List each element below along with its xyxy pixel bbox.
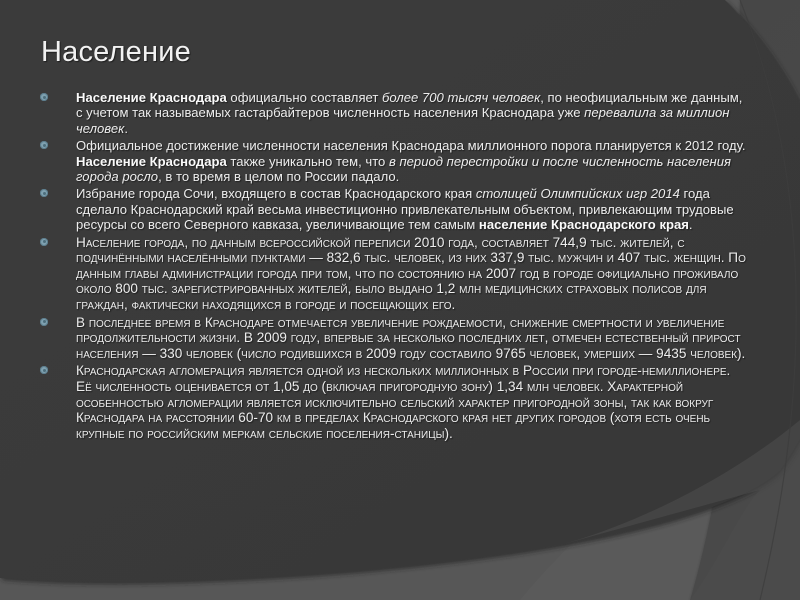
text: также уникально тем, что bbox=[226, 153, 389, 169]
text: , по неофициальным же данным, с учетом так называемых гастарбайтеров численность населения Краснодара уже bbox=[76, 90, 743, 121]
bullet-text bbox=[76, 315, 745, 361]
italic-text: столицей Олимпийских игр 2014 bbox=[475, 186, 680, 202]
text: года сделало Краснодарский край весьма инвестиционно привлекательным объектом, привлекающим трудовые ресурсы со всего Северного кавказа, увеличивающие тем самым bbox=[76, 186, 734, 233]
bullet-icon bbox=[40, 318, 48, 326]
bullet-item bbox=[36, 138, 748, 184]
bullet-icon bbox=[40, 366, 48, 374]
bullet-list bbox=[36, 90, 748, 443]
bullet-text bbox=[76, 186, 734, 232]
text: Население города, по данным всероссийской переписи 2010 года, составляет 744,9 тыс. жителей, с подчинёнными населёнными пунктами — 832,6 тыс. человек, из них 337,9 тыс. мужчин и 407 тыс. женщин. По данным главы администрации города при том, что по состоянию на 2007 год в городе официально проживало около 800 тыс. зарегистрированных жителей, было выдано 1,2 млн медицинских страховых полисов для граждан, фактически находящихся в городе и посещающих его. bbox=[76, 234, 746, 313]
text: Официальное достижение численности населения Краснодара миллионного порога планируется к 2012 году. bbox=[76, 138, 746, 154]
italic-text: в период перестройки и после численность населения города росло bbox=[76, 153, 732, 185]
text: официально составляет bbox=[226, 90, 383, 105]
bullet-icon bbox=[40, 141, 48, 149]
bullet-item bbox=[36, 363, 748, 441]
text: В последнее время в Краснодаре отмечается увеличение рождаемости, снижение смертности и увеличение продолжительности жизни. В 2009 году, впервые за несколько последних лет, отмечен естественный прирост населения — 330 человек (число родившихся в 2009 году составило 9765 человек, умерших — 9435 человек). bbox=[76, 314, 746, 361]
bullet-item bbox=[36, 90, 748, 136]
italic-text: перевалила за миллион человек bbox=[76, 105, 730, 136]
text: . bbox=[688, 217, 693, 233]
bold-text: Население Краснодара bbox=[76, 153, 227, 169]
bullet-icon bbox=[40, 189, 48, 197]
bullet-item bbox=[36, 186, 748, 232]
italic-text: более 700 тысяч человек bbox=[382, 90, 541, 105]
bullet-text bbox=[76, 363, 730, 440]
bullet-text bbox=[76, 90, 742, 136]
text: Избрание города Сочи, входящего в состав Краснодарского края bbox=[76, 186, 476, 202]
bullet-item bbox=[36, 315, 748, 362]
bold-text: Население Краснодара bbox=[76, 90, 227, 105]
bullet-icon bbox=[40, 93, 48, 101]
bullet-icon bbox=[40, 238, 48, 246]
bullet-text bbox=[76, 138, 745, 184]
slide-title: Население bbox=[41, 36, 191, 68]
bold-text: население Краснодарского края bbox=[478, 217, 689, 233]
bullet-item bbox=[36, 235, 748, 313]
text: . bbox=[124, 120, 128, 136]
bullet-text bbox=[76, 235, 746, 312]
text: , в то время в целом по России падало. bbox=[158, 169, 400, 185]
text: Краснодарская агломерация является одной из нескольких миллионных в России при городе-немиллионере. Её численность оценивается от 1,05 до (включая пригородную зону) 1,34 млн человек. Характерной особенностью агломерации является исключительно сельский характер пригородной зоны, так как вокруг Краснодара на расстоянии 60-70 км в пределах Краснодарского края нет других городов (хотя есть очень крупные по российским меркам сельские поселения-станицы). bbox=[76, 363, 731, 441]
